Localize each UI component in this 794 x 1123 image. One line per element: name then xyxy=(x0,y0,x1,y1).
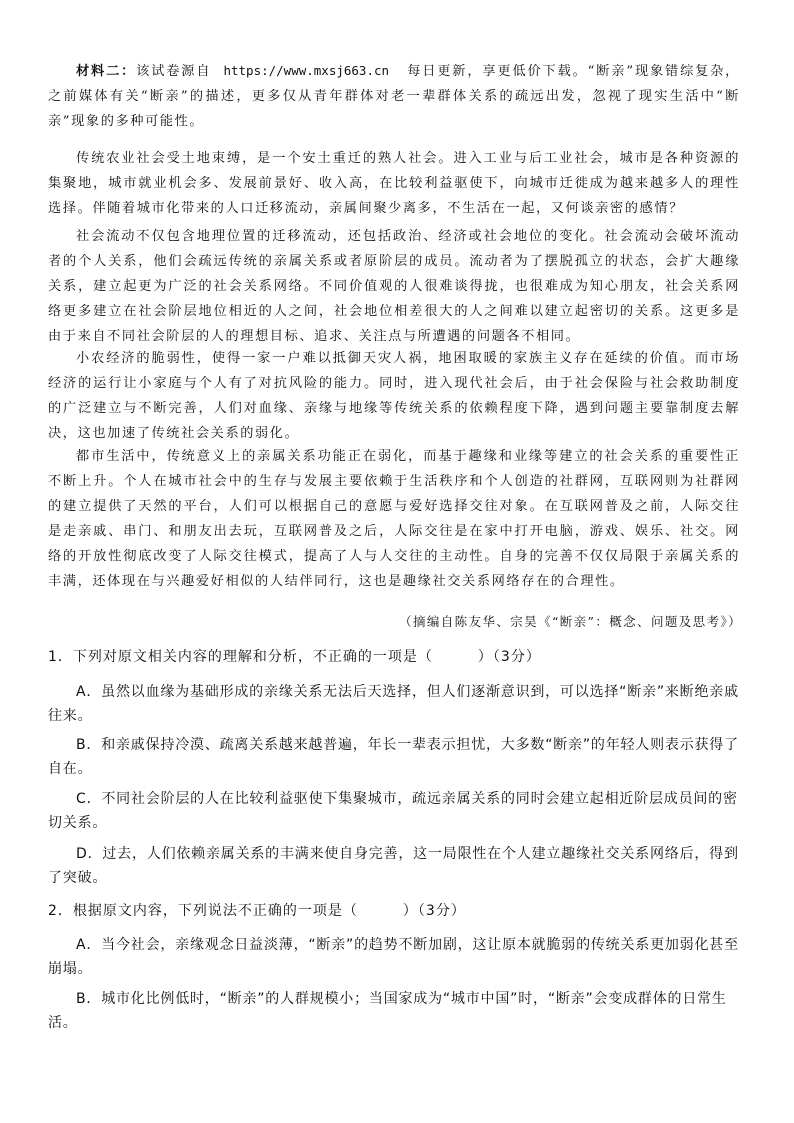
material-paragraph-5: 都市生活中，传统意义上的亲属关系功能正在弱化，而基于趣缘和业缘等建立的社会关系的重要性正不断上升。个人在城市社会中的生存与发展主要依赖于生活秩序和个人创造的社群网，互联网则为社群网的建立提供了天然的平台，人们可以根据自己的意愿与爱好选择交往对象。在互联网普及之前，人际交往是走亲戚、串门、和朋友出去玩，互联网普及之后，人际交往是在家中打开电脑，游戏、娱乐、社交。网络的开放性彻底改变了人际交往模式，提高了人与人交往的主动性。自身的完善不仅仅局限于亲属关系的丰满，还体现在与兴趣爱好相似的人结伴同行，这也是趣缘社交关系网络存在的合理性。 xyxy=(48,449,740,589)
source-url-link[interactable]: https://www.mxsj663.cn xyxy=(223,63,390,78)
source-citation: （摘编自陈友华、宗昊《“断亲”：概念、问题及思考》） xyxy=(399,614,742,629)
question-1-option-d[interactable]: D．过去，人们依赖亲属关系的丰满来使自身完善，这一局限性在个人建立趣缘社交关系网络后，得到了突破。 xyxy=(48,846,739,886)
material-paragraph-3: 社会流动不仅包含地理位置的迁移流动，还包括政治、经济或社会地位的变化。社会流动会破坏流动者的个人关系，他们会疏远传统的亲属关系或者原阶层的成员。流动者为了摆脱孤立的状态，会扩大趣缘关系，建立起更为广泛的社会关系网络。不同价值观的人很难谈得拢，也很难成为知心朋友，社会关系网络更多建立在社会阶层地位相近的人之间，社会地位相差很大的人之间难以建立起密切的关系。这更多是由于来自不同社会阶层的人的理想目标、追求、关注点与所遭遇的问题各不相同。 xyxy=(48,229,740,344)
source-notice-pre: 该试卷源自 xyxy=(136,64,212,79)
question-1-stem: 1．下列对原文相关内容的理解和分析，不正确的一项是（ ）（3分） xyxy=(48,649,541,665)
question-1-option-a[interactable]: A．虽然以血缘为基础形成的亲缘关系无法后天选择，但人们逐渐意识到，可以选择“断亲”来断绝亲戚往来。 xyxy=(48,684,739,724)
material-paragraph-1-text: 每日更新，享更低价下载。“断亲”现象错综复杂，之前媒体有关“断亲”的描述，更多仅从青年群体对老一辈群体关系的疏远出发，忽视了现实生活中“断亲”现象的多种可能性。 xyxy=(48,64,740,129)
material-paragraph-2: 传统农业社会受土地束缚，是一个安土重迁的熟人社会。进入工业与后工业社会，城市是各种资源的集聚地，城市就业机会多、发展前景好、收入高，在比较利益驱使下，向城市迁徙成为越来越多人的理性选择。伴随着城市化带来的人口迁移流动，亲属间聚少离多，不生活在一起，又何谈亲密的感情？ xyxy=(48,151,740,216)
material-paragraph-4: 小农经济的脆弱性，使得一家一户难以抵御天灾人祸，地困取暖的家族主义存在延续的价值。而市场经济的运行让小家庭与个人有了对抗风险的能力。同时，进入现代社会后，由于社会保险与社会救助制度的广泛建立与不断完善，人们对血缘、亲缘与地缘等传统关系的依赖程度下降，遇到问题主要靠制度去解决，这也加速了传统社会关系的弱化。 xyxy=(48,351,740,441)
question-2-stem: 2．根据原文内容，下列说法不正确的一项是（ ）（3分） xyxy=(48,903,466,919)
question-2-option-b[interactable]: B．城市化比例低时，“断亲”的人群规模小；当国家成为“城市中国”时，“断亲”会变成群体的日常生活。 xyxy=(48,991,727,1031)
question-1-option-b[interactable]: B．和亲戚保持冷漠、疏离关系越来越普遍，年长一辈表示担忧，大多数“断亲”的年轻人则表示获得了自在。 xyxy=(48,737,739,777)
question-1-option-c[interactable]: C．不同社会阶层的人在比较利益驱使下集聚城市，疏远亲属关系的同时会建立起相近阶层成员间的密切关系。 xyxy=(48,791,738,831)
material-label: 材料二： xyxy=(76,64,137,79)
material-paragraph-1 xyxy=(48,58,740,134)
question-2-option-a[interactable]: A．当今社会，亲缘观念日益淡薄，“断亲”的趋势不断加剧，这让原本就脆弱的传统关系更加弱化甚至崩塌。 xyxy=(48,937,739,977)
